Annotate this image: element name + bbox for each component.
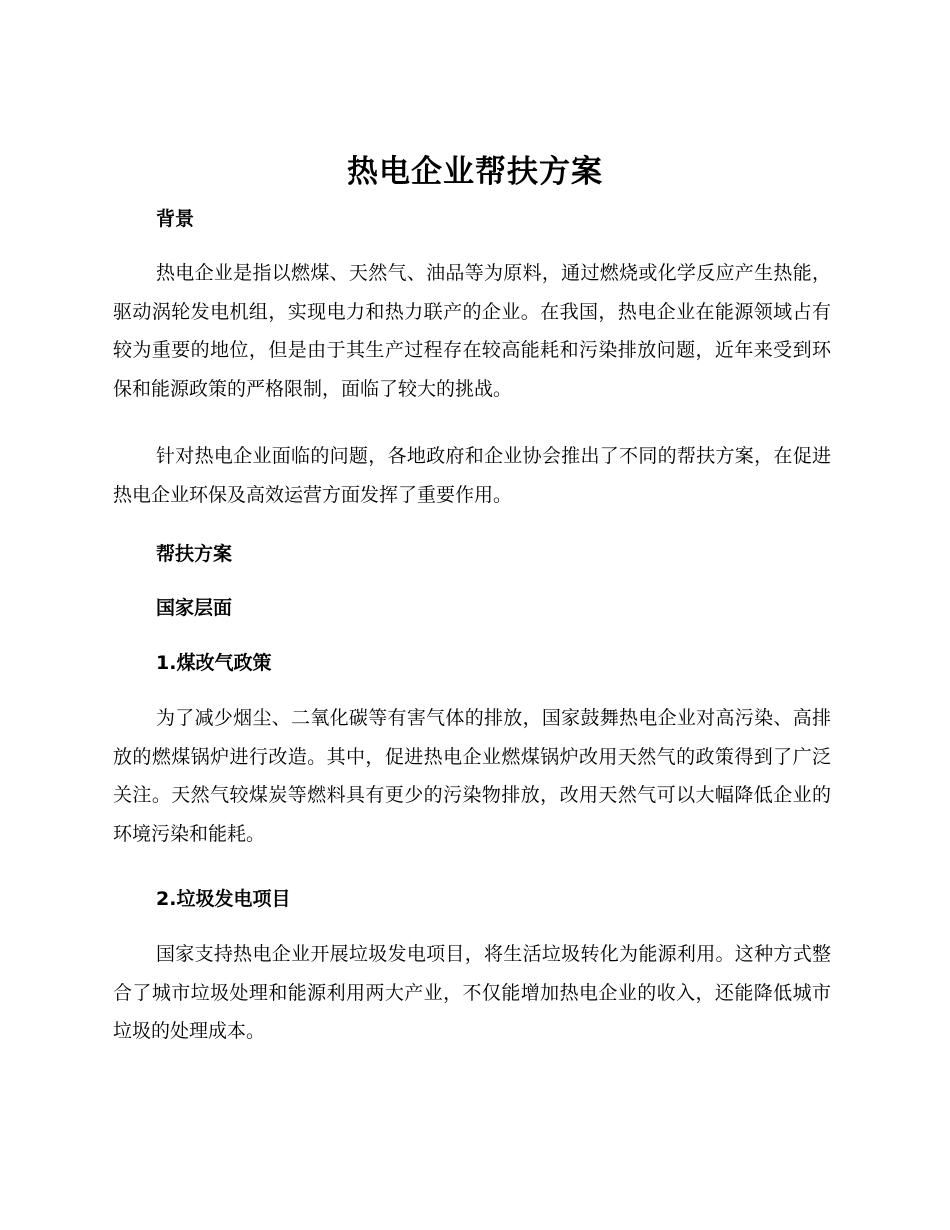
section-heading-national: 国家层面 [156,597,233,619]
section-heading-background: 背景 [156,208,195,230]
subsection-heading-item-2: 2.垃圾发电项目 [156,888,291,910]
paragraph-background-2: 针对热电企业面临的问题，各地政府和企业协会推出了不同的帮扶方案，在促进热电企业环保及高效运营方面发挥了重要作用。 [113,445,831,506]
subsection-heading-item-1: 1.煤改气政策 [156,652,272,674]
paragraph-item-1: 为了减少烟尘、二氧化碳等有害气体的排放，国家鼓舞热电企业对高污染、高排放的燃煤锅炉进行改造。其中，促进热电企业燃煤锅炉改用天然气的政策得到了广泛关注。天然气较煤炭等燃料具有更少的污染物排放，改用天然气可以大幅降低企业的环境污染和能耗。 [113,707,831,845]
section-heading-plan: 帮扶方案 [156,543,233,565]
paragraph-item-2: 国家支持热电企业开展垃圾发电项目，将生活垃圾转化为能源利用。这种方式整合了城市垃圾处理和能源利用两大产业，不仅能增加热电企业的收入，还能降低城市垃圾的处理成本。 [113,943,831,1042]
paragraph-background-1: 热电企业是指以燃煤、天然气、油品等为原料，通过燃烧或化学反应产生热能，驱动涡轮发电机组，实现电力和热力联产的企业。在我国，热电企业在能源领域占有较为重要的地位，但是由于其生产过程存在较高能耗和污染排放问题，近年来受到环保和能源政策的严格限制，面临了较大的挑战。 [113,262,831,400]
document-title: 热电企业帮扶方案 [347,154,603,190]
